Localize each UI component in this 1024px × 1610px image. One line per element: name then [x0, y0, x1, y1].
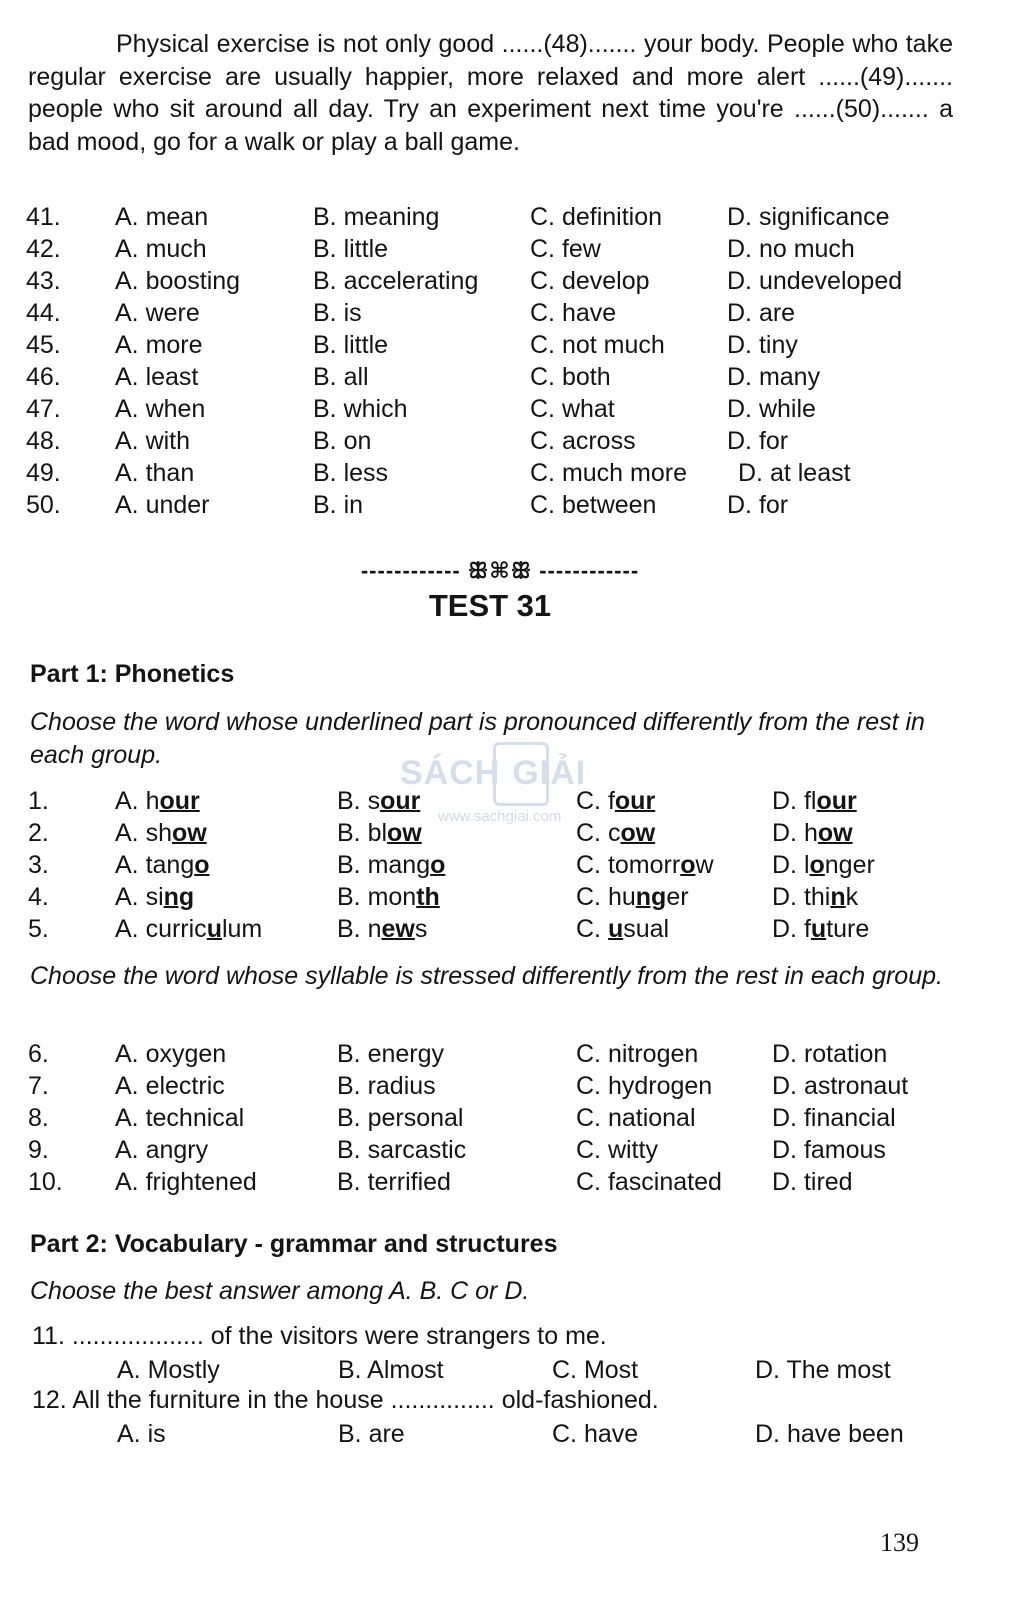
- option-d: [772, 881, 858, 913]
- option-prefix: D. thi: [772, 883, 831, 911]
- underlined-part: u: [810, 915, 827, 943]
- question-number: 10.: [28, 1168, 63, 1196]
- option-a: A. oxygen: [115, 1040, 227, 1068]
- question-number: 47.: [26, 395, 61, 423]
- option-a: A. when: [115, 395, 206, 423]
- option-a: A. mean: [115, 203, 209, 231]
- question-number: 2.: [28, 819, 49, 847]
- option-a: A. more: [115, 331, 203, 359]
- option-suffix: k: [845, 883, 859, 911]
- watermark-url: www.sachgiai.com: [438, 808, 562, 825]
- question-row: [0, 201, 1000, 233]
- option-d: D. undeveloped: [727, 267, 903, 295]
- option-c: [576, 817, 655, 849]
- option-prefix: A. curric: [115, 915, 207, 943]
- answer-row: [0, 1354, 1000, 1386]
- option-c: [576, 849, 714, 881]
- option-d: D. are: [727, 299, 796, 327]
- question-number: 1.: [28, 787, 49, 815]
- underlined-part: ow: [171, 819, 207, 847]
- passage-text: Physical exercise is not only good ......(48)....... your body. People who take regular exercise are usually happier, more relaxed and more alert ......(49)....... people who sit around all day. Try an experiment next time you're ......(50)....... a bad mood, go for a walk or play a ball game.: [28, 30, 953, 156]
- option-c: C. nitrogen: [576, 1040, 699, 1068]
- option-c: C. fascinated: [576, 1168, 722, 1196]
- option-c: C. develop: [530, 267, 650, 295]
- underlined-part: n: [830, 883, 846, 911]
- option-b: [337, 881, 440, 913]
- option-prefix: A. tang: [115, 851, 195, 879]
- option-a: [115, 785, 200, 817]
- option-prefix: C. f: [576, 787, 615, 815]
- option-a: A. electric: [115, 1072, 225, 1100]
- option-d: D. The most: [755, 1356, 891, 1384]
- option-c: [576, 785, 655, 817]
- option-d: D. astronaut: [772, 1072, 909, 1100]
- option-suffix: nger: [824, 851, 875, 879]
- question-number: 44.: [26, 299, 61, 327]
- watermark-brand: SÁCH GIẢI: [400, 754, 587, 792]
- question-row: [0, 265, 1000, 297]
- option-a: A. than: [115, 459, 195, 487]
- option-a: A. technical: [115, 1104, 245, 1132]
- question-row: [0, 489, 1000, 521]
- question-number: 49.: [26, 459, 61, 487]
- option-d: D. tired: [772, 1168, 853, 1196]
- option-b: B. meaning: [313, 203, 440, 231]
- option-b: B. all: [313, 363, 369, 391]
- underlined-part: our: [380, 787, 421, 815]
- option-d: [772, 913, 869, 945]
- option-prefix: D. fl: [772, 787, 817, 815]
- question-row: [0, 457, 1000, 489]
- option-c: C. Most: [552, 1356, 639, 1384]
- question-row: [0, 361, 1000, 393]
- part2-instruction: Choose the best answer among A. B. C or D.: [30, 1277, 530, 1305]
- question-row: [0, 1166, 1000, 1198]
- option-d: D. for: [727, 427, 789, 455]
- option-c: C. national: [576, 1104, 696, 1132]
- option-d: D. significance: [727, 203, 890, 231]
- option-b: B. personal: [337, 1104, 464, 1132]
- option-b: [337, 849, 445, 881]
- question-stem: 12. All the furniture in the house ............... old-fashioned.: [32, 1386, 659, 1414]
- option-prefix: A. h: [115, 787, 160, 815]
- option-prefix: C. c: [576, 819, 621, 847]
- option-b: B. less: [313, 459, 389, 487]
- option-prefix: A. si: [115, 883, 164, 911]
- test-title: TEST 31: [428, 588, 552, 623]
- question-number: 8.: [28, 1104, 49, 1132]
- part1-title: Part 1: Phonetics: [30, 660, 235, 688]
- option-suffix: lum: [221, 915, 263, 943]
- question-number: 4.: [28, 883, 49, 911]
- option-c: C. have: [552, 1420, 639, 1448]
- option-b: B. are: [338, 1420, 405, 1448]
- underlined-part: ow: [620, 819, 656, 847]
- option-prefix: B. s: [337, 787, 381, 815]
- option-prefix: D. f: [772, 915, 811, 943]
- question-row: [0, 849, 1000, 881]
- underlined-part: ow: [387, 819, 422, 847]
- option-b: [337, 913, 427, 945]
- option-d: [772, 785, 857, 817]
- question-row: [0, 817, 1000, 849]
- option-prefix: B. n: [337, 915, 382, 943]
- option-d: D. no much: [727, 235, 855, 263]
- underlined-part: o: [194, 851, 210, 879]
- option-suffix: er: [666, 883, 689, 911]
- option-c: C. few: [530, 235, 601, 263]
- option-a: A. Mostly: [117, 1356, 220, 1384]
- option-b: B. sarcastic: [337, 1136, 467, 1164]
- underlined-part: ng: [163, 883, 195, 911]
- answer-row: [0, 1418, 1000, 1450]
- option-c: C. both: [530, 363, 611, 391]
- question-row: [0, 233, 1000, 265]
- option-a: A. under: [115, 491, 210, 519]
- option-d: D. tiny: [727, 331, 798, 359]
- underlined-part: our: [816, 787, 857, 815]
- question-row: [0, 329, 1000, 361]
- option-d: D. rotation: [772, 1040, 888, 1068]
- option-d: D. many: [727, 363, 821, 391]
- option-c: C. witty: [576, 1136, 658, 1164]
- option-prefix: C. hu: [576, 883, 636, 911]
- underlined-part: th: [416, 883, 440, 911]
- question-number: 6.: [28, 1040, 49, 1068]
- option-d: D. famous: [772, 1136, 886, 1164]
- option-a: [115, 881, 194, 913]
- option-b: B. in: [313, 491, 364, 519]
- option-prefix: B. mon: [337, 883, 417, 911]
- reading-passage: [28, 28, 953, 158]
- option-b: B. is: [313, 299, 362, 327]
- question-row: [0, 1102, 1000, 1134]
- option-b: B. on: [313, 427, 372, 455]
- option-b: B. energy: [337, 1040, 445, 1068]
- option-c: C. have: [530, 299, 617, 327]
- question-number: 7.: [28, 1072, 49, 1100]
- question-number: 9.: [28, 1136, 49, 1164]
- underlined-part: u: [206, 915, 222, 943]
- option-b: [337, 817, 422, 849]
- question-number: 50.: [26, 491, 61, 519]
- part1-instruction-pronunciation: Choose the word whose underlined part is pronounced differently from the rest in each group.: [30, 708, 925, 769]
- question-stem: 11. ................... of the visitors were strangers to me.: [32, 1322, 607, 1350]
- option-prefix: D. l: [772, 851, 810, 879]
- option-c: C. hydrogen: [576, 1072, 713, 1100]
- option-a: A. least: [115, 363, 199, 391]
- option-d: D. have been: [755, 1420, 904, 1448]
- option-d: D. for: [727, 491, 789, 519]
- option-c: [576, 913, 669, 945]
- question-number: 46.: [26, 363, 61, 391]
- question-row: [0, 913, 1000, 945]
- underlined-part: o: [680, 851, 696, 879]
- option-suffix: s: [414, 915, 428, 943]
- underlined-part: ng: [635, 883, 667, 911]
- option-a: A. is: [117, 1420, 166, 1448]
- option-prefix: B. bl: [337, 819, 388, 847]
- underlined-part: ow: [817, 819, 853, 847]
- option-d: [772, 849, 875, 881]
- underlined-part: o: [430, 851, 446, 879]
- question-row: [0, 1134, 1000, 1166]
- option-c: [576, 881, 689, 913]
- part2-title: Part 2: Vocabulary - grammar and structures: [30, 1230, 558, 1258]
- question-row: [0, 297, 1000, 329]
- option-prefix: D. h: [772, 819, 818, 847]
- option-c: C. not much: [530, 331, 665, 359]
- question-number: 43.: [26, 267, 61, 295]
- part1-instruction-stress: Choose the word whose syllable is stressed differently from the rest in each group.: [30, 962, 943, 990]
- question-number: 42.: [26, 235, 61, 263]
- question-number: 3.: [28, 851, 49, 879]
- section-separator: ------------ ꕥ⌘ꕥ ------------: [360, 558, 640, 583]
- question-number: 5.: [28, 915, 49, 943]
- option-a: [115, 849, 210, 881]
- option-prefix: A. sh: [115, 819, 172, 847]
- option-a: A. boosting: [115, 267, 241, 295]
- page-number: 139: [880, 1528, 919, 1557]
- question-row: [0, 881, 1000, 913]
- option-d: [772, 817, 853, 849]
- option-a: A. with: [115, 427, 191, 455]
- question-number: 41.: [26, 203, 61, 231]
- underlined-part: o: [809, 851, 825, 879]
- option-suffix: w: [695, 851, 714, 879]
- underlined-part: our: [614, 787, 656, 815]
- option-prefix: C. tomorr: [576, 851, 681, 879]
- option-b: B. accelerating: [313, 267, 479, 295]
- option-d: D. financial: [772, 1104, 896, 1132]
- option-a: A. frightened: [115, 1168, 257, 1196]
- question-number: 48.: [26, 427, 61, 455]
- question-row: [0, 425, 1000, 457]
- option-b: B. little: [313, 331, 389, 359]
- option-a: [115, 913, 262, 945]
- question-row: [0, 785, 1000, 817]
- option-b: B. Almost: [338, 1356, 444, 1384]
- option-c: C. across: [530, 427, 636, 455]
- option-prefix: C.: [576, 915, 608, 943]
- option-d: D. while: [727, 395, 816, 423]
- question-row: [0, 1038, 1000, 1070]
- option-b: B. radius: [337, 1072, 436, 1100]
- option-prefix: B. mang: [337, 851, 431, 879]
- option-c: C. definition: [530, 203, 663, 231]
- question-row: [0, 393, 1000, 425]
- option-a: A. were: [115, 299, 200, 327]
- option-c: C. much more: [530, 459, 687, 487]
- option-c: C. between: [530, 491, 657, 519]
- option-b: B. terrified: [337, 1168, 451, 1196]
- option-a: A. much: [115, 235, 207, 263]
- option-suffix: ture: [826, 915, 870, 943]
- option-a: A. angry: [115, 1136, 209, 1164]
- option-b: [337, 785, 420, 817]
- underlined-part: u: [607, 915, 624, 943]
- option-b: B. which: [313, 395, 408, 423]
- underlined-part: ew: [381, 915, 415, 943]
- underlined-part: our: [159, 787, 200, 815]
- option-a: [115, 817, 207, 849]
- question-number: 45.: [26, 331, 61, 359]
- question-row: [0, 1070, 1000, 1102]
- option-c: C. what: [530, 395, 615, 423]
- option-b: B. little: [313, 235, 389, 263]
- option-d: D. at least: [738, 459, 851, 487]
- option-suffix: sual: [623, 915, 670, 943]
